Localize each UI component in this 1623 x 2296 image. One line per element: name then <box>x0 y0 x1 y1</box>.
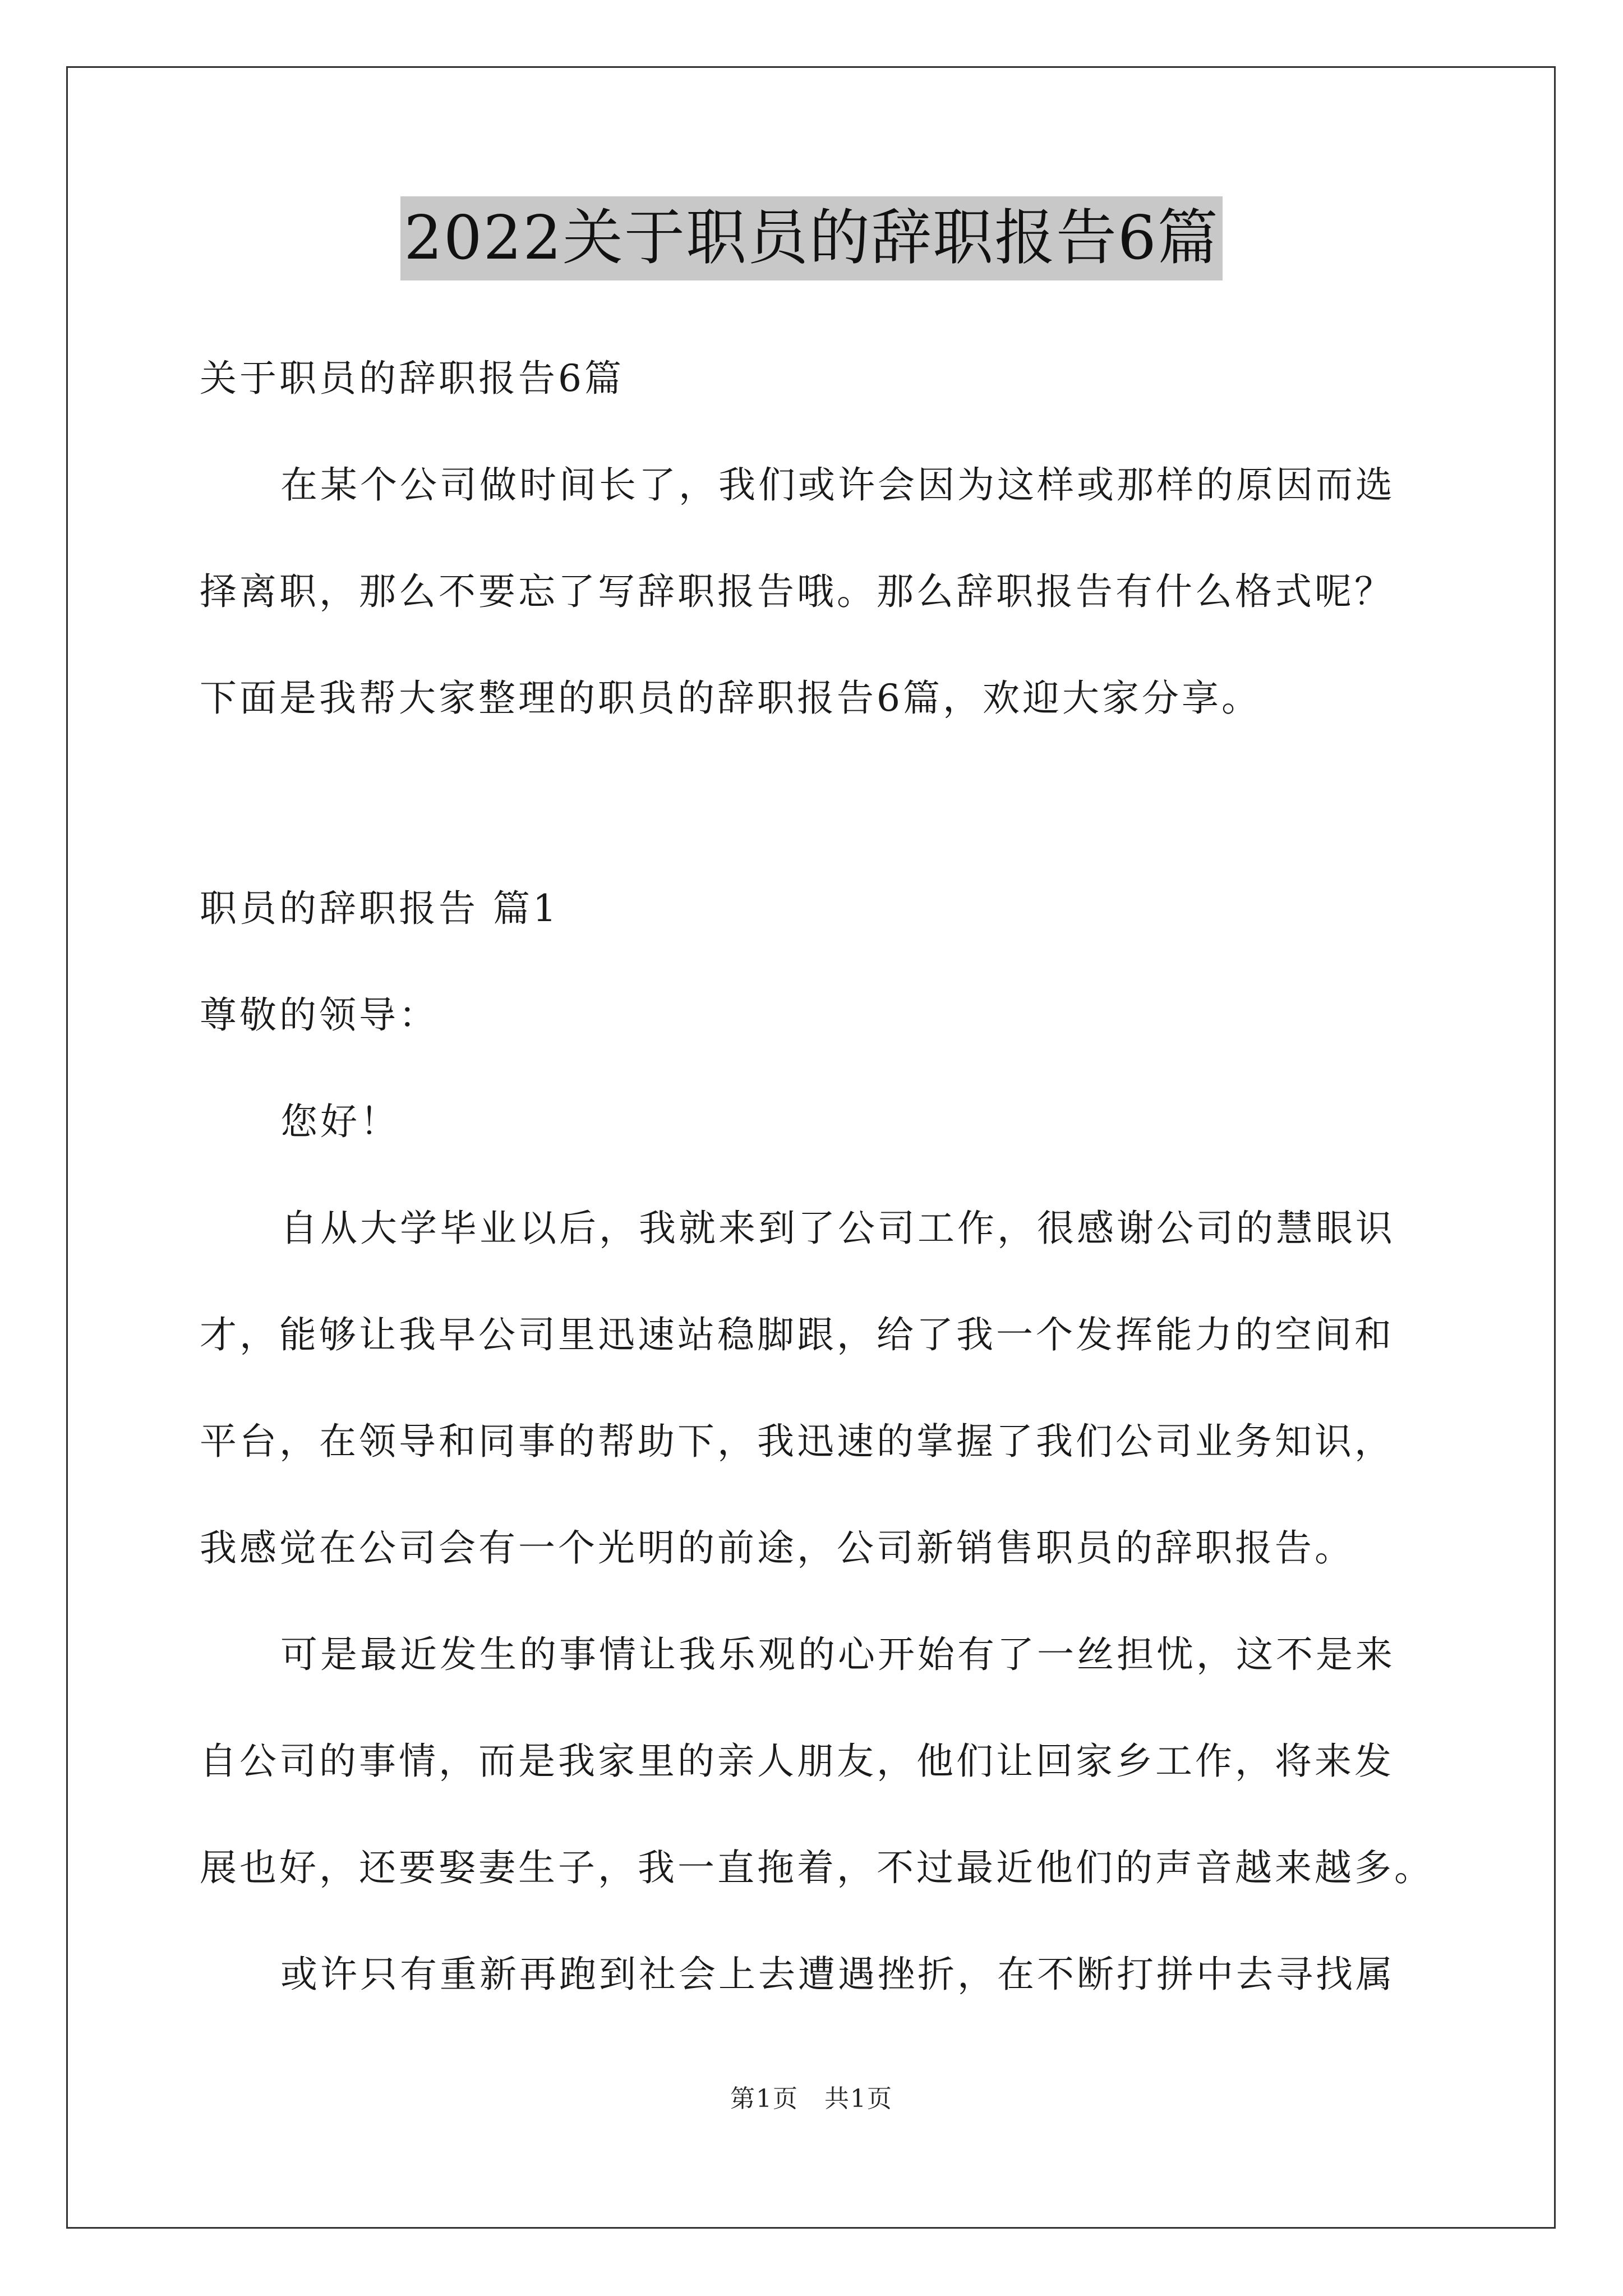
intro-line: 下面是我帮大家整理的职员的辞职报告6篇，欢迎大家分享。 <box>200 677 1261 720</box>
document-subtitle: 关于职员的辞职报告6篇 <box>200 357 624 400</box>
greeting: 您好！ <box>280 1100 400 1143</box>
body-line: 才，能够让我早公司里迅速站稳脚跟，给了我一个发挥能力的空间和 <box>200 1313 1394 1356</box>
body-line: 我感觉在公司会有一个光明的前途，公司新销售职员的辞职报告。 <box>200 1526 1354 1570</box>
salutation: 尊敬的领导： <box>200 993 439 1037</box>
body-line: 自从大学毕业以后，我就来到了公司工作，很感谢公司的慧眼识 <box>280 1207 1395 1250</box>
body-line: 展也好，还要娶妻生子，我一直拖着，不过最近他们的声音越来越多。 <box>200 1846 1434 1889</box>
title-container <box>0 196 1623 280</box>
body-line: 或许只有重新再跑到社会上去遭遇挫折，在不断打拼中去寻找属 <box>280 1953 1395 1996</box>
intro-line: 择离职，那么不要忘了写辞职报告哦。那么辞职报告有什么格式呢？ <box>200 570 1394 613</box>
body-line: 平台，在领导和同事的帮助下，我迅速的掌握了我们公司业务知识， <box>200 1420 1394 1463</box>
page-footer: 第1页 共1页 <box>730 2085 893 2113</box>
document-title: 2022关于职员的辞职报告6篇 <box>400 196 1223 280</box>
intro-line: 在某个公司做时间长了，我们或许会因为这样或那样的原因而选 <box>280 463 1395 507</box>
section-heading: 职员的辞职报告 篇1 <box>200 887 559 930</box>
body-line: 可是最近发生的事情让我乐观的心开始有了一丝担忧，这不是来 <box>280 1633 1395 1676</box>
body-line: 自公司的事情，而是我家里的亲人朋友，他们让回家乡工作，将来发 <box>200 1740 1394 1783</box>
